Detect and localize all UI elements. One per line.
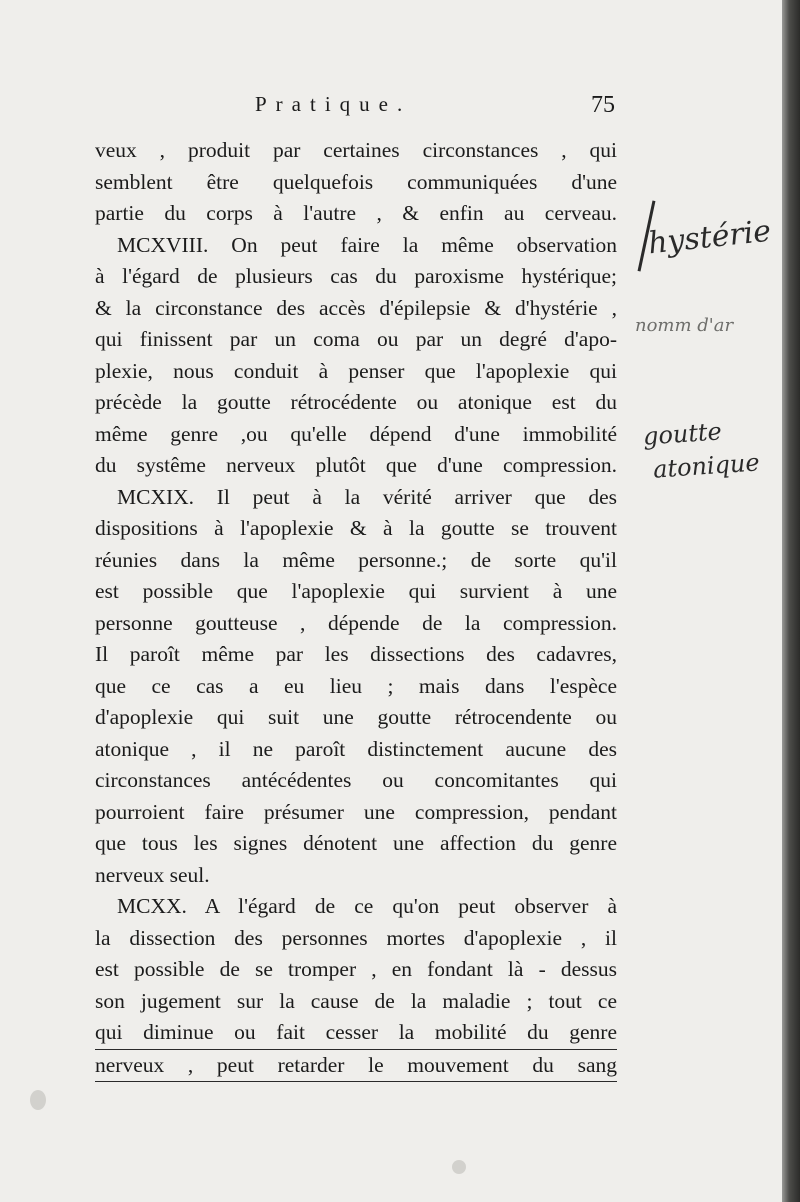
text-line: partie du corps à l'autre , & enfin au cerveau. (95, 201, 617, 225)
margin-note-goutte: goutte (642, 417, 723, 451)
running-title: Pratique. (255, 92, 412, 116)
text-line: semblent être quelquefois communiquées d'une (95, 169, 617, 194)
text-line: qui finissent par un coma ou par un degré d'apo- (95, 327, 617, 351)
text-line: pourroient faire présumer une compression, pendant (95, 799, 617, 824)
paragraph-start-mcxix: MCXIX. Il peut à la vérité arriver que des (117, 484, 617, 509)
text-line: & la circonstance des accès d'épilepsie & d'hystérie , (95, 295, 617, 320)
text-line: plexie, nous conduit à penser que l'apoplexie qui (95, 358, 617, 383)
text-line: est possible que l'apoplexie qui survient à une (95, 579, 617, 603)
text-line: veux , produit par certaines circonstances , qui (95, 138, 617, 162)
paper-stain (30, 1090, 46, 1110)
text-line: d'apoplexie qui suit une goutte rétrocendente ou (95, 705, 617, 729)
book-binding-edge (782, 0, 800, 1202)
text-line: atonique , il ne paroît distinctement aucune des (95, 736, 617, 761)
text-line: que tous les signes dénotent une affection du genre (95, 831, 617, 855)
text-line: Il paroît même par les dissections des cadavres, (95, 642, 617, 666)
body-text (95, 135, 617, 1082)
text-line: nerveux seul. (95, 862, 210, 887)
underlined-line: qui diminue ou fait cesser la mobilité du genre (95, 1017, 617, 1050)
margin-note-faded: nomm d'ar (635, 315, 734, 336)
paragraph-start-mcxx: MCXX. A l'égard de ce qu'on peut observer à (117, 894, 617, 918)
text-line: est possible de se tromper , en fondant là - dessus (95, 957, 617, 981)
underlined-line: nerveux , peut retarder le mouvement du sang (95, 1050, 617, 1083)
text-line: à l'égard de plusieurs cas du paroxisme hystérique; (95, 264, 617, 288)
text-line: la dissection des personnes mortes d'apoplexie , il (95, 925, 617, 950)
text-line: précède la goutte rétrocédente ou atonique est du (95, 390, 617, 414)
margin-annotations (625, 190, 785, 510)
page-number: 75 (591, 92, 615, 118)
text-line: même genre ,ou qu'elle dépend d'une immobilité (95, 421, 617, 446)
text-line: du systême nerveux plutôt que d'une compression. (95, 453, 617, 477)
margin-note-atonique: atonique (652, 448, 761, 484)
text-line: son jugement sur la cause de la maladie ; tout ce (95, 988, 617, 1013)
text-line: que ce cas a eu lieu ; mais dans l'espèce (95, 673, 617, 698)
margin-note-hysterie: hystérie (646, 213, 773, 262)
text-line: circonstances antécédentes ou concomitantes qui (95, 768, 617, 792)
text-line: réunies dans la même personne.; de sorte qu'il (95, 547, 617, 572)
paragraph-start-mcxviii: MCXVIII. On peut faire la même observation (117, 232, 617, 257)
text-line: personne goutteuse , dépende de la compression. (95, 610, 617, 635)
text-line: dispositions à l'apoplexie & à la goutte se trouvent (95, 516, 617, 540)
page-header (255, 92, 615, 132)
paper-stain (452, 1160, 466, 1174)
